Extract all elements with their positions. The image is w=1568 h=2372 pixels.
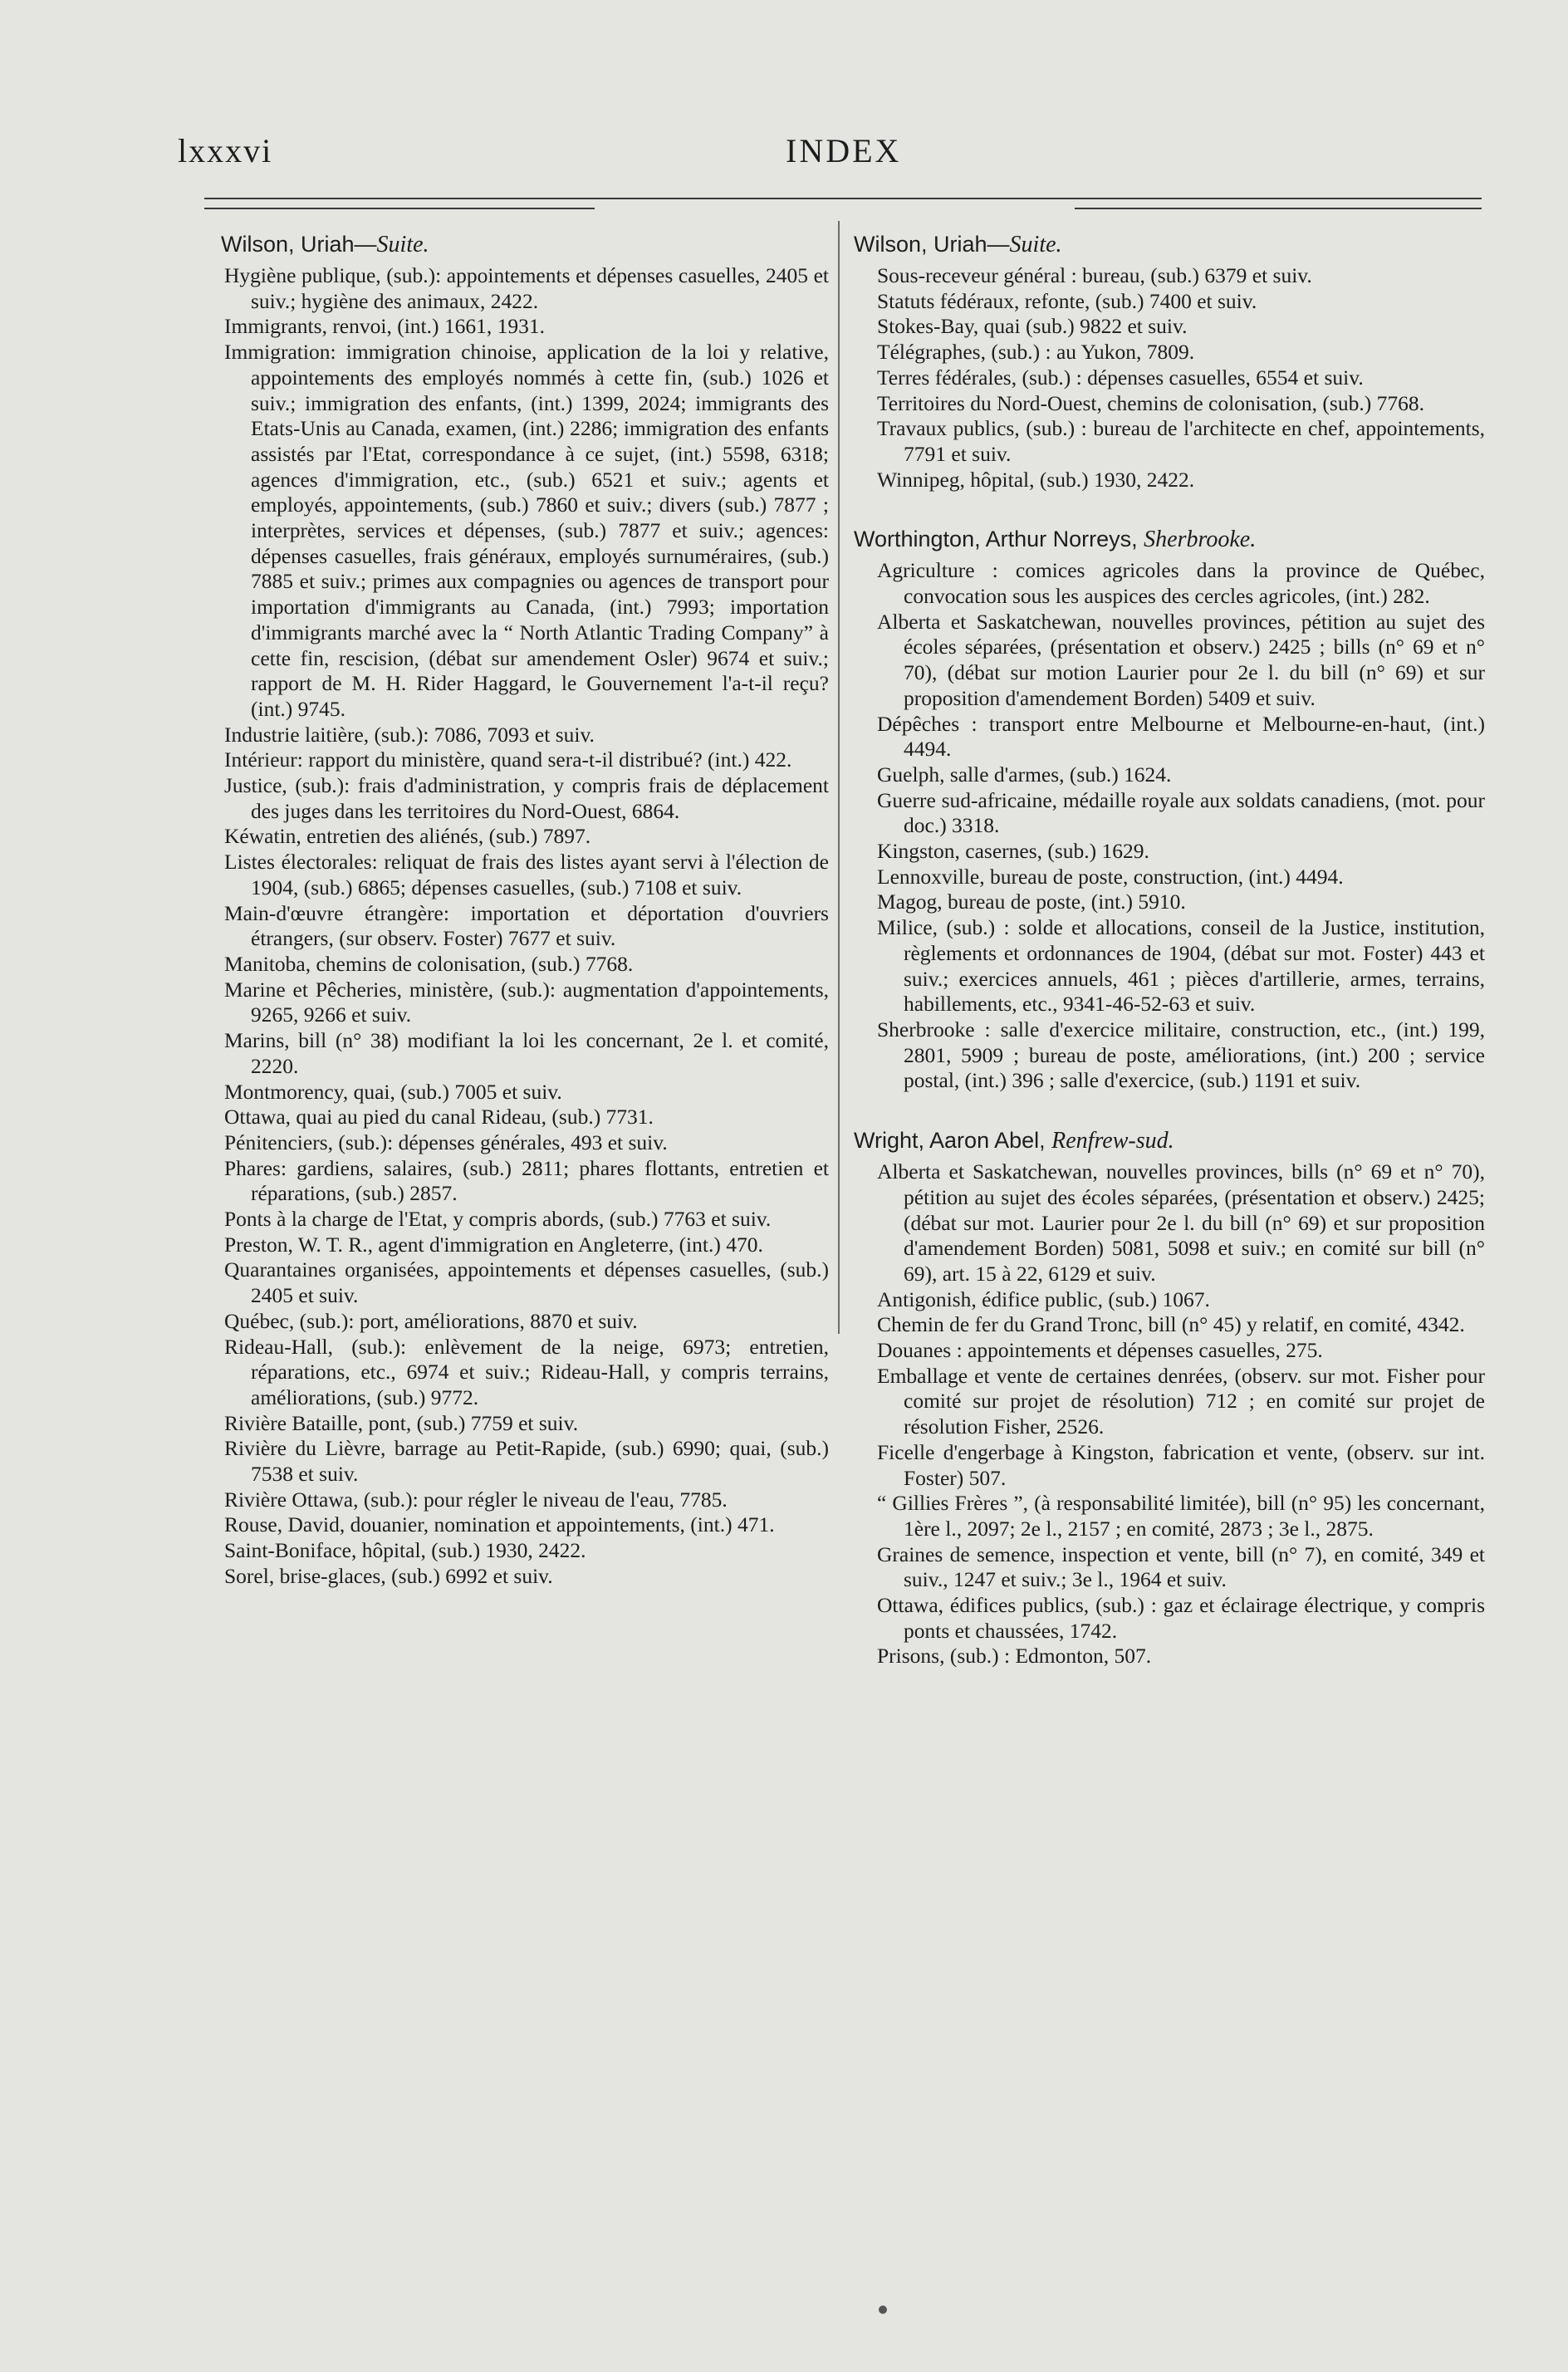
subentry: Magog, bureau de poste, (int.) 5910.: [877, 890, 1186, 914]
page-number: lxxxvi: [178, 132, 273, 169]
subentry-list: [854, 1159, 1485, 1669]
index-entry: [854, 1127, 1485, 1669]
subentry: Douanes : appointements et dépenses casuelles, 275.: [877, 1338, 1323, 1363]
header-rule-secondary: [1075, 208, 1482, 209]
column-divider: [838, 221, 840, 1334]
page-title: INDEX: [786, 132, 902, 169]
subentry: Ponts à la charge de l'Etat, y compris abords, (sub.) 7763 et suiv.: [224, 1207, 772, 1232]
subentry: Graines de semence, inspection et vente, bill (n° 7), en comité, 349 et suiv., 1247 et suiv.; 3e l., 1964 et suiv.: [877, 1541, 1485, 1592]
subentry: Marine et Pêcheries, ministère, (sub.): augmentation d'appointements, 9265, 9266 et suiv.: [224, 977, 829, 1027]
subentry: Winnipeg, hôpital, (sub.) 1930, 2422.: [877, 467, 1195, 492]
entry-suffix: Sherbrooke.: [1144, 527, 1257, 553]
index-entry: [221, 231, 829, 1590]
subentry: Rivière du Lièvre, barrage au Petit-Rapide, (sub.) 6990; quai, (sub.) 7538 et suiv.: [224, 1436, 829, 1487]
subentry: Télégraphes, (sub.) : au Yukon, 7809.: [877, 340, 1195, 365]
entry-suffix: Suite.: [1009, 232, 1062, 257]
subentry: Chemin de fer du Grand Tronc, bill (n° 45) y relatif, en comité, 4342.: [877, 1312, 1465, 1337]
subentry: Marins, bill (n° 38) modifiant la loi les concernant, 2e l. et comité, 2220.: [224, 1028, 829, 1078]
subentry: Rivière Bataille, pont, (sub.) 7759 et suiv.: [224, 1410, 579, 1435]
subentry: Guerre sud-africaine, médaille royale aux soldats canadiens, (mot. pour doc.) 3318.: [877, 787, 1485, 838]
subentry: Pénitenciers, (sub.): dépenses générales, 493 et suiv.: [224, 1130, 668, 1154]
subentry: Montmorency, quai, (sub.) 7005 et suiv.: [224, 1079, 562, 1104]
entry-heading: [854, 526, 1485, 553]
subentry: Guelph, salle d'armes, (sub.) 1624.: [877, 762, 1172, 787]
subentry: Alberta et Saskatchewan, nouvelles provinces, bills (n° 69 et n° 70), pétition au sujet des écoles séparées, (présentation et observ.) 2425; (débat sur mot. Laurier pour 2e l. du bill (n° 69) et sur proposition d'amendement Borden) 5081, 5098 et suiv.; en comité sur bill (n° 69), art. 15 à 22, 6129 et suiv.: [877, 1159, 1485, 1286]
subentry: Listes électorales: reliquat de frais des listes ayant servi à l'élection de 1904, (sub.) 6865; dépenses casuelles, (sub.) 7108 et suiv.: [224, 850, 829, 899]
subentry: Rivière Ottawa, (sub.): pour régler le niveau de l'eau, 7785.: [224, 1487, 728, 1512]
entry-suffix: Suite.: [376, 232, 429, 257]
right-column: [854, 231, 1485, 1669]
subentry: Rideau-Hall, (sub.): enlèvement de la neige, 6973; entretien, réparations, etc., 6974 et suiv.; Rideau-Hall, y compris terrains, améliorations, (sub.) 9772.: [224, 1334, 829, 1409]
subentry: Statuts fédéraux, refonte, (sub.) 7400 et suiv.: [877, 288, 1257, 313]
left-column: [221, 231, 829, 1590]
subentry: Rouse, David, douanier, nomination et appointements, (int.) 471.: [224, 1512, 775, 1537]
subentry: Phares: gardiens, salaires, (sub.) 2811; phares flottants, entretien et réparations, (sub.) 2857.: [224, 1155, 829, 1206]
subentry: Quarantaines organisées, appointements et dépenses casuelles, (sub.) 2405 et suiv.: [224, 1257, 829, 1308]
subentry: Kingston, casernes, (sub.) 1629.: [877, 839, 1149, 864]
header-rule: [204, 198, 1482, 199]
subentry: Antigonish, édifice public, (sub.) 1067.: [877, 1286, 1210, 1311]
subentry-list: [854, 263, 1485, 493]
subentry: Immigration: immigration chinoise, application de la loi y relative, appointements des employés nommés à cette fin, (sub.) 1026 et suiv.; immigration des enfants, (int.) 1399, 2024; immigrants des Etats-Unis au Canada, examen, (int.) 2286; immigration des enfants assistés par l'Etat, correspondance à ce sujet, (int.) 5598, 6318; agences d'immigration, etc., (sub.) 6521 et suiv.; agents et employés, appointements, (sub.) 7860 et suiv.; divers (sub.) 7877 ; interprètes, services et dépenses, (sub.) 7877 et suiv.; agences: dépenses casuelles, frais généraux, employés surnuméraires, (sub.) 7885 et suiv.; primes aux compagnies ou agences de transport pour importation d'immigrants au Canada, (int.) 7993; importation d'immigrants marché avec la “ North Atlantic Trading Company” à cette fin, rescision, (débat sur amendement Osler) 9674 et suiv.; rapport de M. H. Rider Haggard, le Gouvernement l'a-t-il reçu? (int.) 9745.: [224, 340, 829, 721]
subentry: Main-d'œuvre étrangère: importation et déportation d'ouvriers étrangers, (sur observ. Foster) 7677 et suiv.: [224, 900, 829, 951]
entry-suffix: Renfrew-sud.: [1051, 1128, 1174, 1154]
subentry: Preston, W. T. R., agent d'immigration en Angleterre, (int.) 470.: [224, 1232, 763, 1257]
subentry: Dépêches : transport entre Melbourne et Melbourne-en-haut, (int.) 4494.: [877, 711, 1485, 762]
entry-name: Wilson, Uriah—: [221, 232, 377, 257]
subentry: Immigrants, renvoi, (int.) 1661, 1931.: [224, 314, 545, 339]
subentry: Emballage et vente de certaines denrées, (observ. sur mot. Fisher pour comité sur projet de résolution) 712 ; en comité sur projet de résolution Fisher, 2526.: [877, 1363, 1485, 1439]
index-entry: [854, 526, 1485, 1094]
subentry: Justice, (sub.): frais d'administration, y compris frais de déplacement des juges dans les territoires du Nord-Ouest, 6864.: [224, 773, 829, 823]
subentry: Sous-receveur général : bureau, (sub.) 6379 et suiv.: [877, 263, 1312, 287]
subentry: Territoires du Nord-Ouest, chemins de colonisation, (sub.) 7768.: [877, 390, 1424, 415]
entry-heading: [854, 1127, 1485, 1154]
subentry: Sorel, brise-glaces, (sub.) 6992 et suiv.: [224, 1563, 553, 1588]
subentry: Travaux publics, (sub.) : bureau de l'architecte en chef, appointements, 7791 et suiv.: [877, 416, 1485, 466]
subentry-list: [221, 263, 829, 1590]
page-mark: [879, 2306, 887, 2314]
subentry: Industrie laitière, (sub.): 7086, 7093 et suiv.: [224, 722, 595, 747]
subentry: Ottawa, édifices publics, (sub.) : gaz et éclairage électrique, y compris ponts et chaussées, 1742.: [877, 1593, 1485, 1643]
subentry: Ottawa, quai au pied du canal Rideau, (sub.) 7731.: [224, 1105, 654, 1130]
subentry: Manitoba, chemins de colonisation, (sub.) 7768.: [224, 951, 634, 976]
page-header: [0, 0, 1568, 216]
entry-name: Wright, Aaron Abel,: [854, 1128, 1052, 1154]
subentry: Sherbrooke : salle d'exercice militaire, construction, etc., (int.) 199, 2801, 5909 ; bureau de poste, améliorations, (int.) 200 ; service postal, (int.) 396 ; salle d'exercice, (sub.) 1191 et suiv.: [877, 1017, 1485, 1093]
entry-heading: [854, 231, 1485, 258]
subentry: Stokes-Bay, quai (sub.) 9822 et suiv.: [877, 314, 1188, 339]
subentry: Terres fédérales, (sub.) : dépenses casuelles, 6554 et suiv.: [877, 365, 1364, 390]
subentry: Alberta et Saskatchewan, nouvelles provinces, pétition au sujet des écoles séparées, (présentation et observ.) 2425 ; bills (n° 69 et n° 70), (débat sur motion Laurier pour 2e l. du bill (n° 69) et sur proposition d'amendement Borden) 5409 et suiv.: [877, 609, 1485, 710]
subentry: Québec, (sub.): port, améliorations, 8870 et suiv.: [224, 1308, 638, 1333]
index-entry: [854, 231, 1485, 493]
subentry: “ Gillies Frères ”, (à responsabilité limitée), bill (n° 95) les concernant, 1ère l., 2097; 2e l., 2157 ; en comité, 2873 ; 3e l., 2875.: [877, 1491, 1485, 1541]
subentry: Agriculture : comices agricoles dans la province de Québec, convocation sous les auspices des cercles agricoles, (int.) 282.: [877, 558, 1485, 609]
entry-name: Worthington, Arthur Norreys,: [854, 527, 1144, 552]
entry-heading: [221, 231, 829, 258]
subentry: Ficelle d'engerbage à Kingston, fabrication et vente, (observ. sur int. Foster) 507.: [877, 1439, 1485, 1490]
subentry: Prisons, (sub.) : Edmonton, 507.: [877, 1644, 1152, 1669]
subentry: Hygiène publique, (sub.): appointements et dépenses casuelles, 2405 et suiv.; hygiène des animaux, 2422.: [224, 263, 829, 313]
subentry-list: [854, 558, 1485, 1094]
subentry: Intérieur: rapport du ministère, quand sera-t-il distribué? (int.) 422.: [224, 747, 792, 772]
entry-name: Wilson, Uriah—: [854, 232, 1010, 257]
subentry: Lennoxville, bureau de poste, construction, (int.) 4494.: [877, 864, 1344, 889]
subentry: Milice, (sub.) : solde et allocations, conseil de la Justice, institution, règlements et ordonnances de 1904, (débat sur mot. Foster) 443 et suiv.; exercices annuels, 461 ; pièces d'artillerie, armes, terrains, habillements, etc., 9341-46-52-63 et suiv.: [877, 915, 1485, 1017]
header-rule-secondary: [204, 208, 595, 209]
subentry: Saint-Boniface, hôpital, (sub.) 1930, 2422.: [224, 1538, 586, 1563]
subentry: Kéwatin, entretien des aliénés, (sub.) 7897.: [224, 824, 591, 849]
